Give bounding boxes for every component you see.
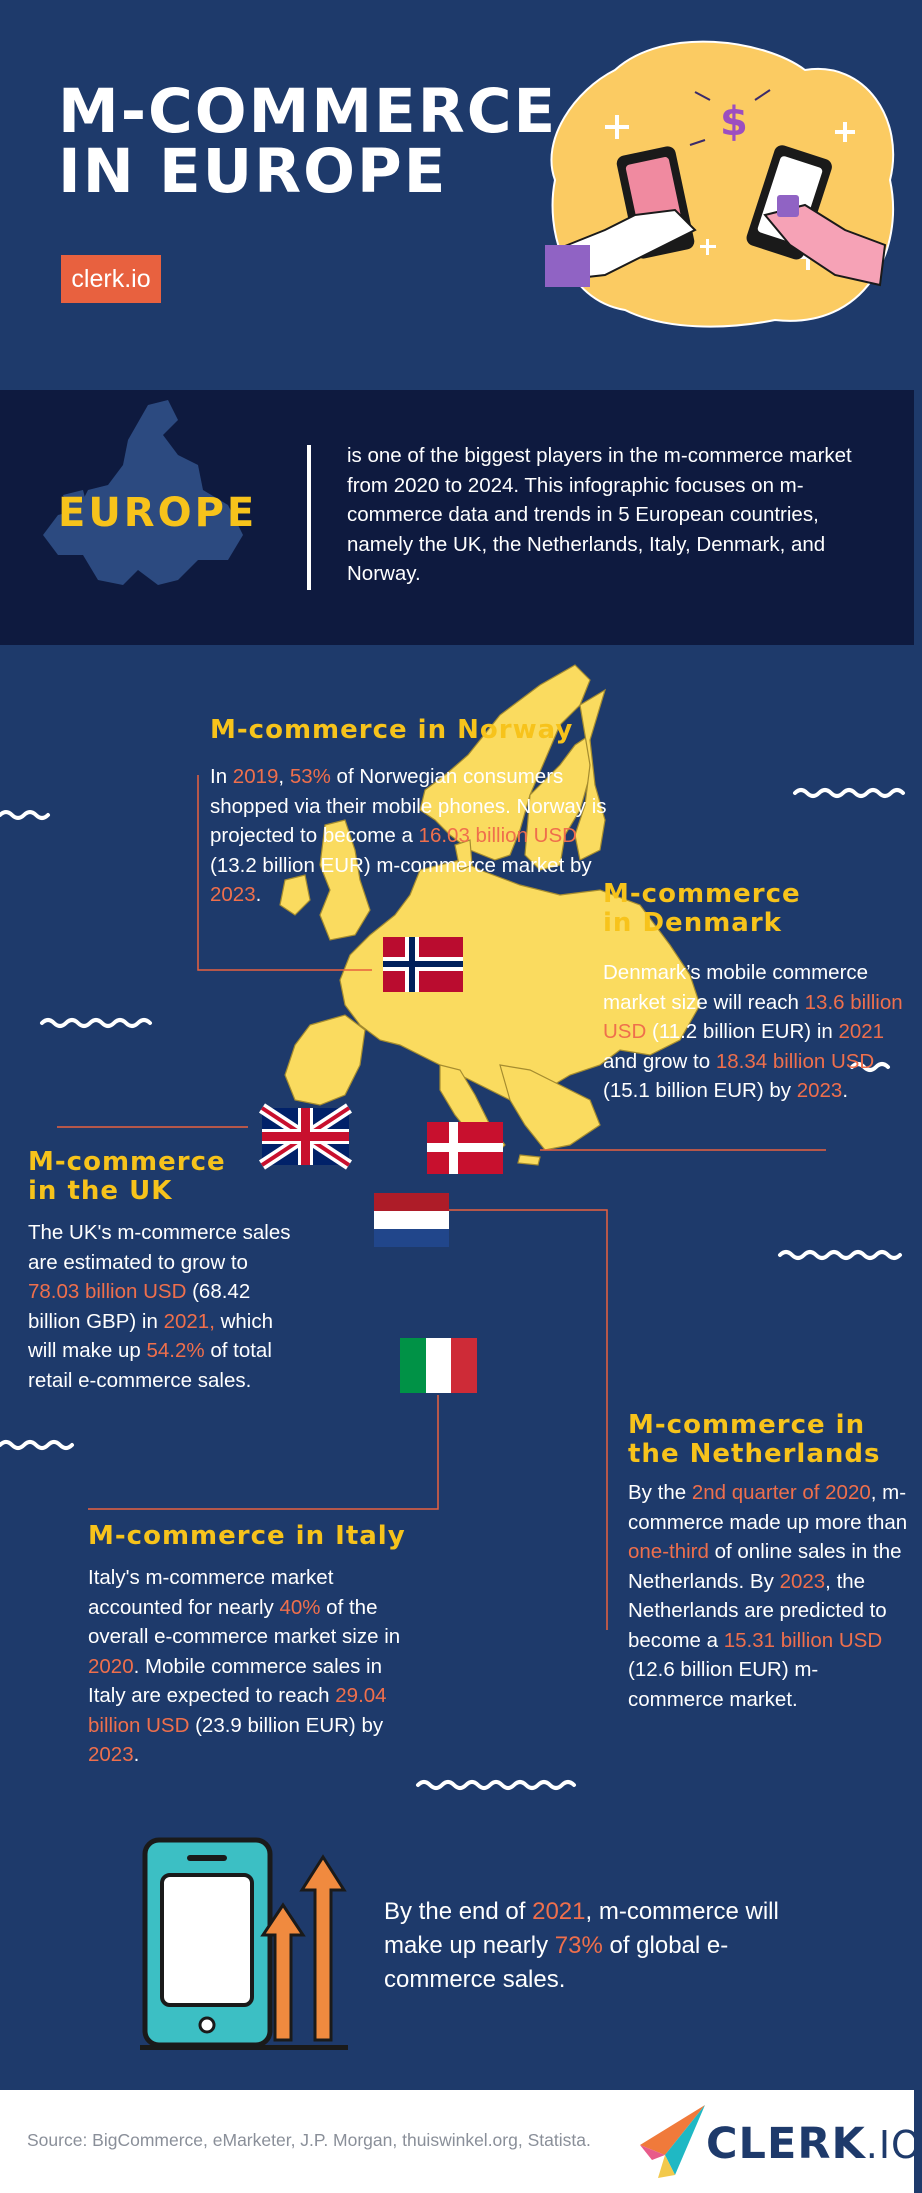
title-line-1: M-COMMERCE — [58, 76, 558, 147]
italy-flag-icon — [400, 1338, 477, 1393]
clerk-logo-icon — [630, 2100, 710, 2180]
dollar-icon: $ — [720, 99, 748, 145]
norway-flag-icon — [383, 937, 463, 992]
uk-flag-icon — [262, 1108, 349, 1165]
global-stat-text: By the end of 2021, m-commerce will make up nearly 73% of global e-commerce sales. — [384, 1898, 779, 1993]
mobile-payment-illustration — [545, 30, 905, 335]
denmark-title: M-commerce in Denmark — [603, 879, 801, 938]
norway-title: M-commerce in Norway — [210, 715, 574, 745]
europe-title: EUROPE — [58, 490, 258, 536]
band-divider — [307, 445, 311, 590]
norway-text: In 2019, 53% of Norwegian consumers shopped via their mobile phones. Norway is projected to become a 16.03 billion USD (13.2 billion EUR) m-commerce market by 2023. — [210, 765, 607, 906]
clerk-brand-button[interactable]: clerk.io — [61, 255, 161, 303]
denmark-flag-icon — [427, 1122, 503, 1174]
page-title — [58, 76, 578, 207]
denmark-text: Denmark’s mobile commerce market size will reach 13.6 billion USD (11.2 billion EUR) in 2021 and grow to 18.34 billion USD (15.1 billion EUR) by 2023. — [603, 961, 903, 1102]
source-text: Source: BigCommerce, eMarketer, J.P. Morgan, thuiswinkel.org, Statista. — [27, 2130, 591, 2150]
italy-title: M-commerce in Italy — [88, 1521, 406, 1551]
netherlands-text: By the 2nd quarter of 2020, m-commerce made up more than one-third of online sales in the Netherlands. By 2023, the Netherlands are predicted to become a 15.31 billion USD (12.6 billion EUR) m-commerce market. — [628, 1481, 908, 1711]
netherlands-title: M-commerce in the Netherlands — [628, 1410, 881, 1469]
clerk-logo-text[interactable]: CLERK.IO — [706, 2119, 922, 2169]
uk-title: M-commerce in the UK — [28, 1147, 226, 1206]
title-line-2: IN EUROPE — [58, 136, 448, 207]
europe-intro-text: is one of the biggest players in the m-commerce market from 2020 to 2024. This infographic focuses on m-commerce data and trends in 5 European countries, namely the UK, the Netherlands, Italy, Denmark, and Norway. — [347, 444, 852, 585]
uk-text: The UK's m-commerce sales are estimated to grow to 78.03 billion USD (68.42 billion GBP) in 2021, which will make up 54.2% of total retail e-commerce sales. — [28, 1221, 291, 1392]
mobile-growth-illustration — [140, 1835, 360, 2060]
netherlands-flag-icon — [374, 1193, 449, 1247]
italy-text: Italy's m-commerce market accounted for nearly 40% of the overall e-commerce market size in 2020. Mobile commerce sales in Italy are expected to reach 29.04 billion USD (23.9 billion EUR) by 2023. — [88, 1566, 401, 1766]
